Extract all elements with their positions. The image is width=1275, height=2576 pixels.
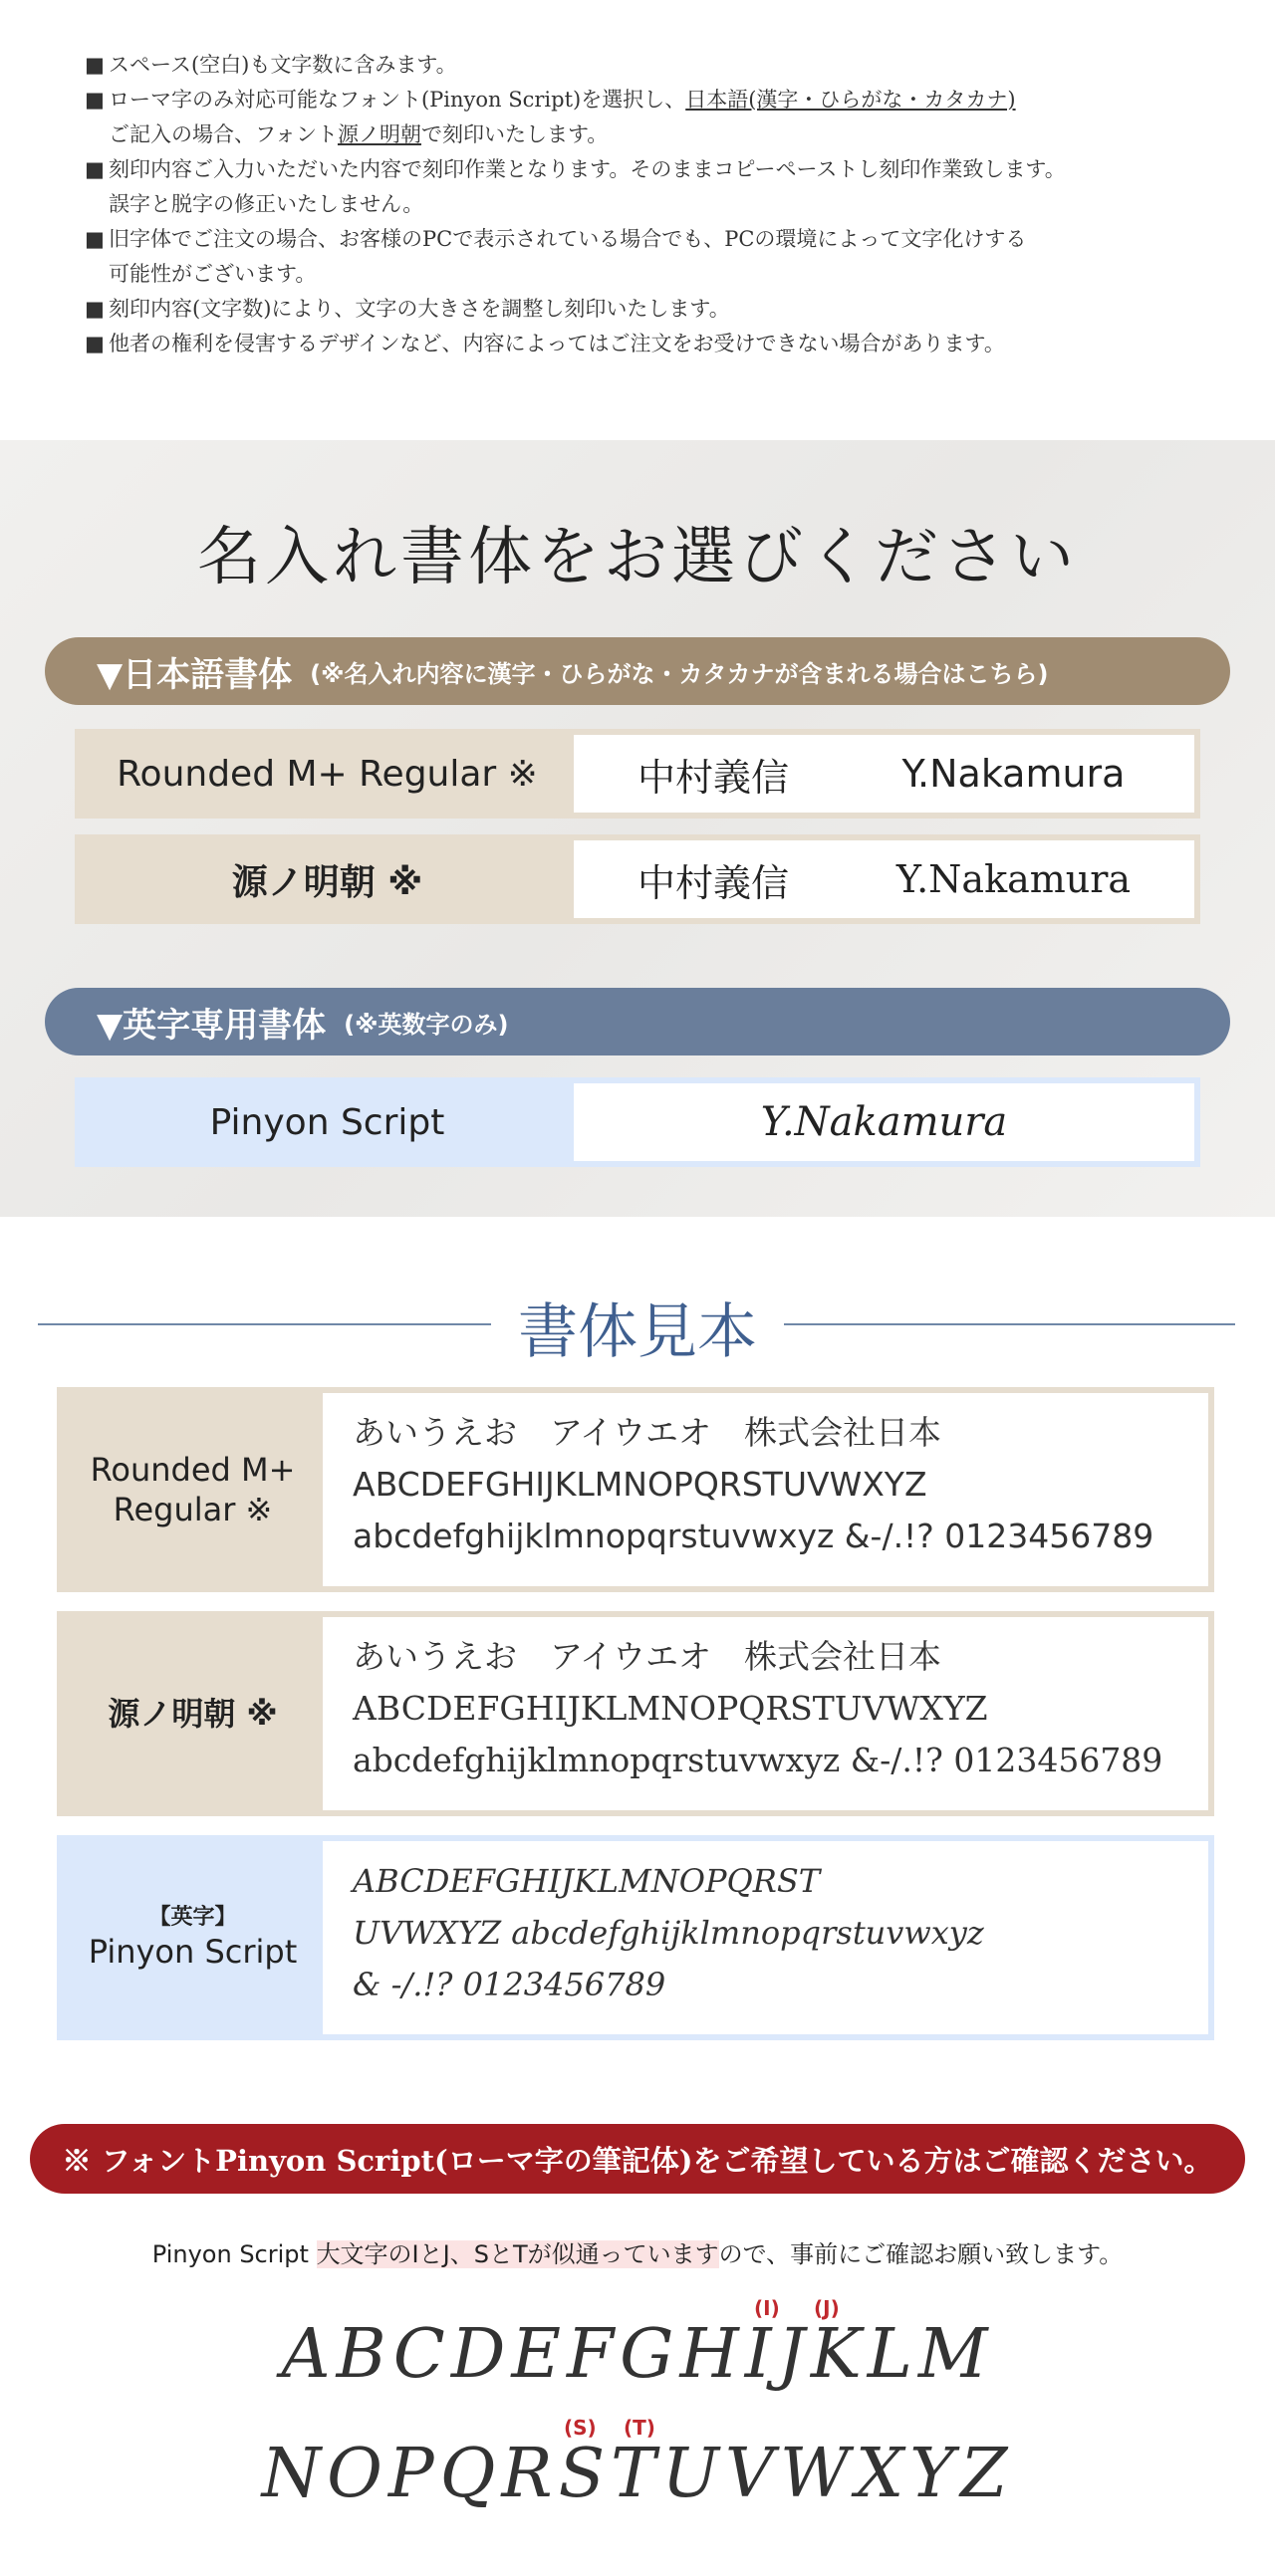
bullet-icon: ■ [85, 332, 105, 355]
sample-row-mincho [57, 1611, 1214, 1816]
note-item: ■ スペース(空白)も文字数に含みます。 [85, 48, 1230, 83]
notes-list [85, 48, 1230, 361]
sample-label: 【英字】 Pinyon Script [88, 1905, 298, 1971]
sample-text: あいうえお アイウエオ 株式会社日本 ABCDEFGHIJKLMNOPQRSTUVWXYZ abcdefghijklmnopqrstuvwxyz &-/.!? 0123456789 [323, 1617, 1208, 1810]
note-item: ■ 刻印内容(文字数)により、文字の大きさを調整し刻印いたします。 [85, 292, 1230, 327]
english-fonts-header: ▼英字専用書体 (※英数字のみ) [45, 988, 1230, 1055]
bullet-icon: ■ [85, 227, 105, 251]
font-option-pinyon[interactable] [75, 1077, 1200, 1167]
bullet-icon: ■ [85, 53, 105, 77]
bullet-icon: ■ [85, 157, 105, 181]
pinyon-notice-banner: ※ フォントPinyon Script(ローマ字の筆記体)をご希望している方はご確認ください。 [30, 2124, 1245, 2194]
sample-label: Rounded M+ Regular ※ [90, 1451, 296, 1528]
sample-row-rounded [57, 1387, 1214, 1592]
font-preview: Y.Nakamura [574, 1083, 1194, 1161]
bullet-icon: ■ [85, 297, 105, 321]
marker-j: (J) [814, 2296, 840, 2320]
confirm-text: Pinyon Script 大文字のIとJ、SとTが似通っていますので、事前にご確認お願い致します。 [151, 2240, 1124, 2268]
font-option-mincho[interactable] [75, 834, 1200, 924]
note-item: ■ 他者の権利を侵害するデザインなど、内容によってはご注文をお受けできない場合があります。 [85, 327, 1230, 361]
marker-s: (S) [564, 2416, 597, 2440]
font-option-rounded[interactable] [75, 729, 1200, 819]
alphabet-row-2: NOPQRSTUVWXYZ [261, 2435, 1014, 2513]
marker-t: (T) [624, 2416, 655, 2440]
note-item: ■ 旧字体でご注文の場合、お客様のPCで表示されている場合でも、PCの環境によって文字化けする 可能性がございます。 [85, 222, 1230, 292]
font-option-label: Rounded M+ Regular ※ [117, 753, 538, 795]
note-item: ■ 刻印内容ご入力いただいた内容で刻印作業となります。そのままコピーペーストし刻印作業致します。 誤字と脱字の修正いたしません。 [85, 152, 1230, 222]
note-item: ■ ローマ字のみ対応可能なフォント(Pinyon Script)を選択し、日本語(漢字・ひらがな・カタカナ) ご記入の場合、フォント源ノ明朝で刻印いたします。 [85, 83, 1230, 152]
sample-row-pinyon [57, 1835, 1214, 2040]
font-option-label: Pinyon Script [209, 1101, 445, 1143]
alphabet-row-1: ABCDEFGHIJKLM [281, 2315, 994, 2394]
sample-heading: 書体見本 [0, 1285, 1275, 1364]
sample-text: ABCDEFGHIJKLMNOPQRST UVWXYZ abcdefghijklmnopqrstuvwxyz & -/.!? 0123456789 [323, 1841, 1208, 2034]
font-preview: 中村義信 Y.Nakamura [574, 840, 1194, 918]
marker-i: (I) [754, 2296, 780, 2320]
sample-text: あいうえお アイウエオ 株式会社日本 ABCDEFGHIJKLMNOPQRSTUVWXYZ abcdefghijklmnopqrstuvwxyz &-/.!? 0123456789 [323, 1393, 1208, 1586]
sample-label: 源ノ明朝 ※ [108, 1695, 278, 1733]
bullet-icon: ■ [85, 88, 105, 112]
font-preview: 中村義信 Y.Nakamura [574, 735, 1194, 813]
japanese-fonts-header: ▼日本語書体 (※名入れ内容に漢字・ひらがな・カタカナが含まれる場合はこちら) [45, 637, 1230, 705]
section-title: 名入れ書体をお選びください [197, 521, 1078, 594]
font-select-section [0, 440, 1275, 1217]
font-option-label: 源ノ明朝 ※ [231, 861, 423, 903]
